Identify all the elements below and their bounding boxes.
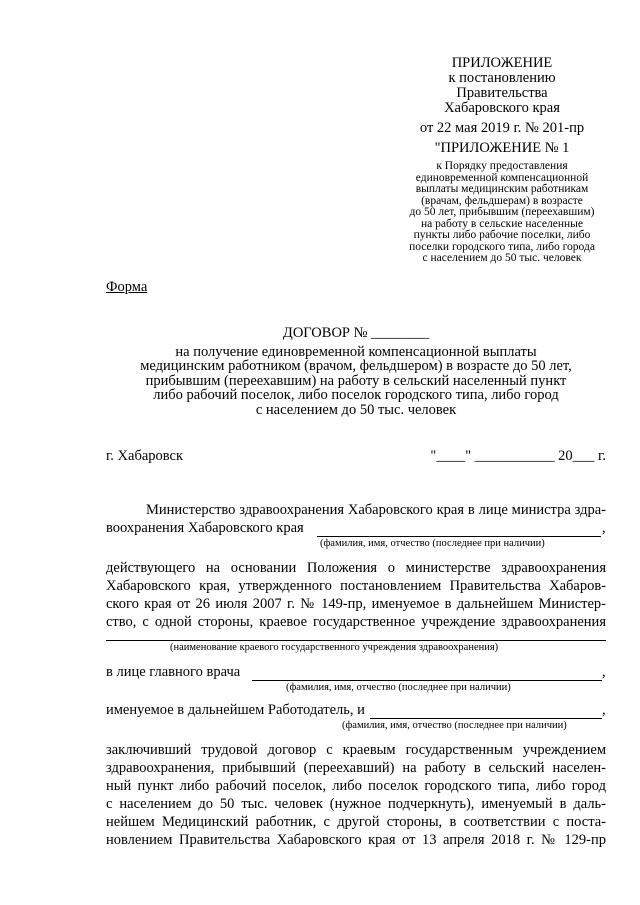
- appendix-title: ПРИЛОЖЕНИЕ: [451, 55, 553, 71]
- body-line: новлением Правительства Хабаровского края от 13 апреля 2018 г. № 129-пр: [106, 832, 606, 848]
- appendix-date: от 22 мая 2019 г. № 201-пр: [419, 120, 585, 136]
- contract-title: ДОГОВОР № ________: [282, 325, 430, 341]
- order-line: пункты либо рабочие поселки, либо: [413, 229, 591, 241]
- body-line: действующего на основании Положения о министерстве здравоохранения: [106, 560, 606, 576]
- appendix-order-text: [392, 161, 612, 265]
- comma: ,: [602, 664, 606, 680]
- order-line: выплаты медицинским работникам: [415, 183, 589, 195]
- order-line: к Порядку предоставления: [436, 160, 568, 172]
- city-label: г. Хабаровск: [106, 448, 184, 464]
- appendix-number: "ПРИЛОЖЕНИЕ № 1: [434, 140, 570, 156]
- contract-subtitle-line: либо рабочий поселок, либо поселок городского типа, либо город: [153, 387, 559, 403]
- body-line: здравоохранения, прибывший (переехавший) на работу в сельский населен-: [106, 760, 606, 776]
- comma: ,: [602, 702, 606, 718]
- body-line: ный пункт либо рабочий поселок, либо поселок городского типа, либо город: [106, 778, 606, 794]
- contract-subtitle-line: медицинским работником (врачом, фельдшером) в возрасте до 50 лет,: [140, 358, 572, 374]
- employee-blank-line: [370, 718, 602, 719]
- appendix-line: Правительства: [456, 85, 548, 101]
- date-field: "____" ___________ 20___ г.: [430, 448, 606, 464]
- order-line: на работу в сельские населенные: [421, 217, 583, 230]
- body-line: Хабаровского края, утвержденного постановлением Правительства Хабаров-: [106, 578, 606, 594]
- institution-caption: (наименование краевого государственного учреждения здравоохранения): [170, 642, 499, 653]
- appendix-line: к постановлению: [448, 70, 556, 86]
- body-line: нейшем Медицинский работник, с другой стороны, в соответствии с поста-: [106, 814, 606, 830]
- fio-blank-line: [317, 536, 601, 537]
- contract-subtitle-line: прибывшим (переехавшим) на работу в сельский населенный пункт: [145, 372, 567, 389]
- body-line: с населением до 50 тыс. человек (нужное подчеркнуть), именуемый в даль-: [106, 796, 606, 812]
- fio-caption: (фамилия, имя, отчество (последнее при наличии): [320, 538, 545, 549]
- contract-subtitle-line: на получение единовременной компенсационной выплаты: [175, 343, 537, 360]
- chief-blank-line: [252, 680, 602, 681]
- comma: ,: [602, 520, 606, 536]
- fio-caption: (фамилия, имя, отчество (последнее при наличии): [342, 720, 567, 731]
- order-line: (врачам, фельдшерам) в возрасте: [421, 194, 583, 207]
- order-line: до 50 лет, прибывшим (переехавшим): [409, 206, 595, 218]
- institution-blank-line: [106, 640, 606, 641]
- order-line: с населением до 50 тыс. человек: [422, 252, 582, 264]
- chief-doctor-label: в лице главного врача: [106, 664, 241, 680]
- order-line: единовременной компенсационной: [415, 171, 589, 184]
- appendix-header: [392, 56, 612, 265]
- contract-subtitle-line: с населением до 50 тыс. человек: [255, 401, 457, 418]
- body-line: заключивший трудовой договор с краевым государственным учреждением: [106, 742, 606, 758]
- order-line: поселки городского типа, либо города: [409, 240, 595, 253]
- body-line: ство, с одной стороны, краевое государственное учреждение здравоохранения: [106, 614, 606, 630]
- contract-title-block: [106, 326, 606, 417]
- body-line: воохранения Хабаровского края: [106, 520, 304, 536]
- body-line: Министерство здравоохранения Хабаровского края в лице министра здра-: [146, 502, 606, 518]
- employer-label: именуемое в дальнейшем Работодатель, и: [106, 702, 365, 718]
- appendix-line: Хабаровского края: [444, 100, 560, 116]
- form-label: Форма: [106, 279, 148, 295]
- body-line: ского края от 26 июля 2007 г. № 149-пр, именуемое в дальнейшем Министер-: [106, 596, 606, 612]
- fio-caption: (фамилия, имя, отчество (последнее при наличии): [286, 682, 511, 693]
